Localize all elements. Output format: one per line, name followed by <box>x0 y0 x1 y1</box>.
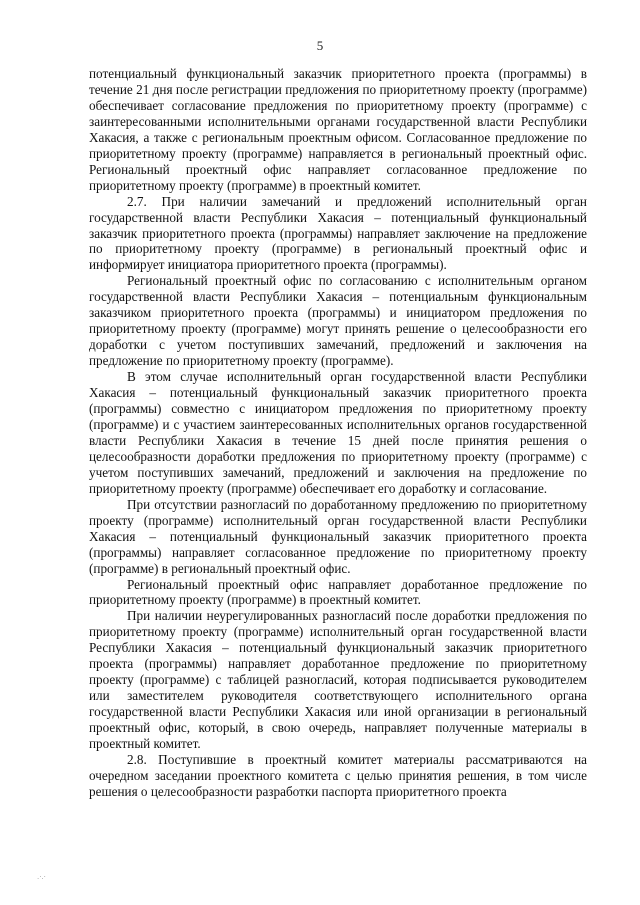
paragraph-no-disagreements: При отсутствии разногласий по доработанному предложению по приоритетному проекту (программе) исполнительный орган государственной власти Республики Хакасия – потенциальный функциональный заказчик приоритетного проекта (программы) направляет согласованное предложение по приоритетному проекту (программе) в региональный проектный офис. <box>89 496 587 576</box>
paragraph-office-forwards: Региональный проектный офис направляет доработанное предложение по приоритетному проекту (программе) в проектный комитет. <box>89 576 587 608</box>
paragraph-2-8: 2.8. Поступившие в проектный комитет материалы рассматриваются на очередном заседании проектного комитета с целью принятия решения, в том числе решения о целесообразности разработки паспорта приоритетного проекта <box>89 751 587 799</box>
page-number: 5 <box>316 38 324 53</box>
paragraph-2-7: 2.7. При наличии замечаний и предложений исполнительный орган государственной власти Республики Хакасия – потенциальный функциональный заказчик приоритетного проекта (программы) направляет заключение на предложение по приоритетному проекту (программе) в региональный проектный офис и информирует инициатора приоритетного проекта (программы). <box>89 193 587 273</box>
paragraph-revision: В этом случае исполнительный орган государственной власти Республики Хакасия – потенциальный функциональный заказчик приоритетного проекта (программы) совместно с инициатором предложения по приоритетному проекту (программе) и с участием заинтересованных исполнительных органов государственной власти Республики Хакасия в течение 15 дней после принятия решения о целесообразности доработки предложения по приоритетному проекту (программе) с учетом поступивших замечаний, предложений и заключения на предложение по приоритетному проекту (программе) обеспечивает его доработку и согласование. <box>89 369 587 496</box>
scan-corner-mark: ᠎.·.· <box>37 873 46 881</box>
paragraph-regional-office-decision: Региональный проектный офис по согласованию с исполнительным органом государственной власти Республики Хакасия – потенциальным функциональным заказчиком приоритетного проекта (программы) и инициатором предложения по приоритетному проекту (программе) могут принять решение о целесообразности его доработки с учетом поступивших замечаний, предложений и заключения на предложение по приоритетному проекту (программе). <box>89 273 587 369</box>
document-body <box>89 66 587 800</box>
paragraph-unresolved-disagreements: При наличии неурегулированных разногласий после доработки предложения по приоритетному проекту (программе) исполнительный орган государственной власти Республики Хакасия – потенциальный функциональный заказчик приоритетного проекта (программы) направляет доработанное предложение по приоритетному проекту (программе) с таблицей разногласий, которая подписывается руководителем или заместителем руководителя соответствующего исполнительного органа государственной власти Республики Хакасия или иной организации в региональный проектный офис, который, в свою очередь, направляет полученные материалы в проектный комитет. <box>89 608 587 752</box>
paragraph-continuation: потенциальный функциональный заказчик приоритетного проекта (программы) в течение 21 дня после регистрации предложения по приоритетному проекту (программе) обеспечивает согласование предложения по приоритетному проекту (программе) с заинтересованными исполнительными органами государственной власти Республики Хакасия, а также с региональным проектным офисом. Согласованное предложение по приоритетному проекту (программе) направляется в региональный проектный офис. Региональный проектный офис направляет согласованное предложение по приоритетному проекту (программе) в проектный комитет. <box>89 66 587 193</box>
